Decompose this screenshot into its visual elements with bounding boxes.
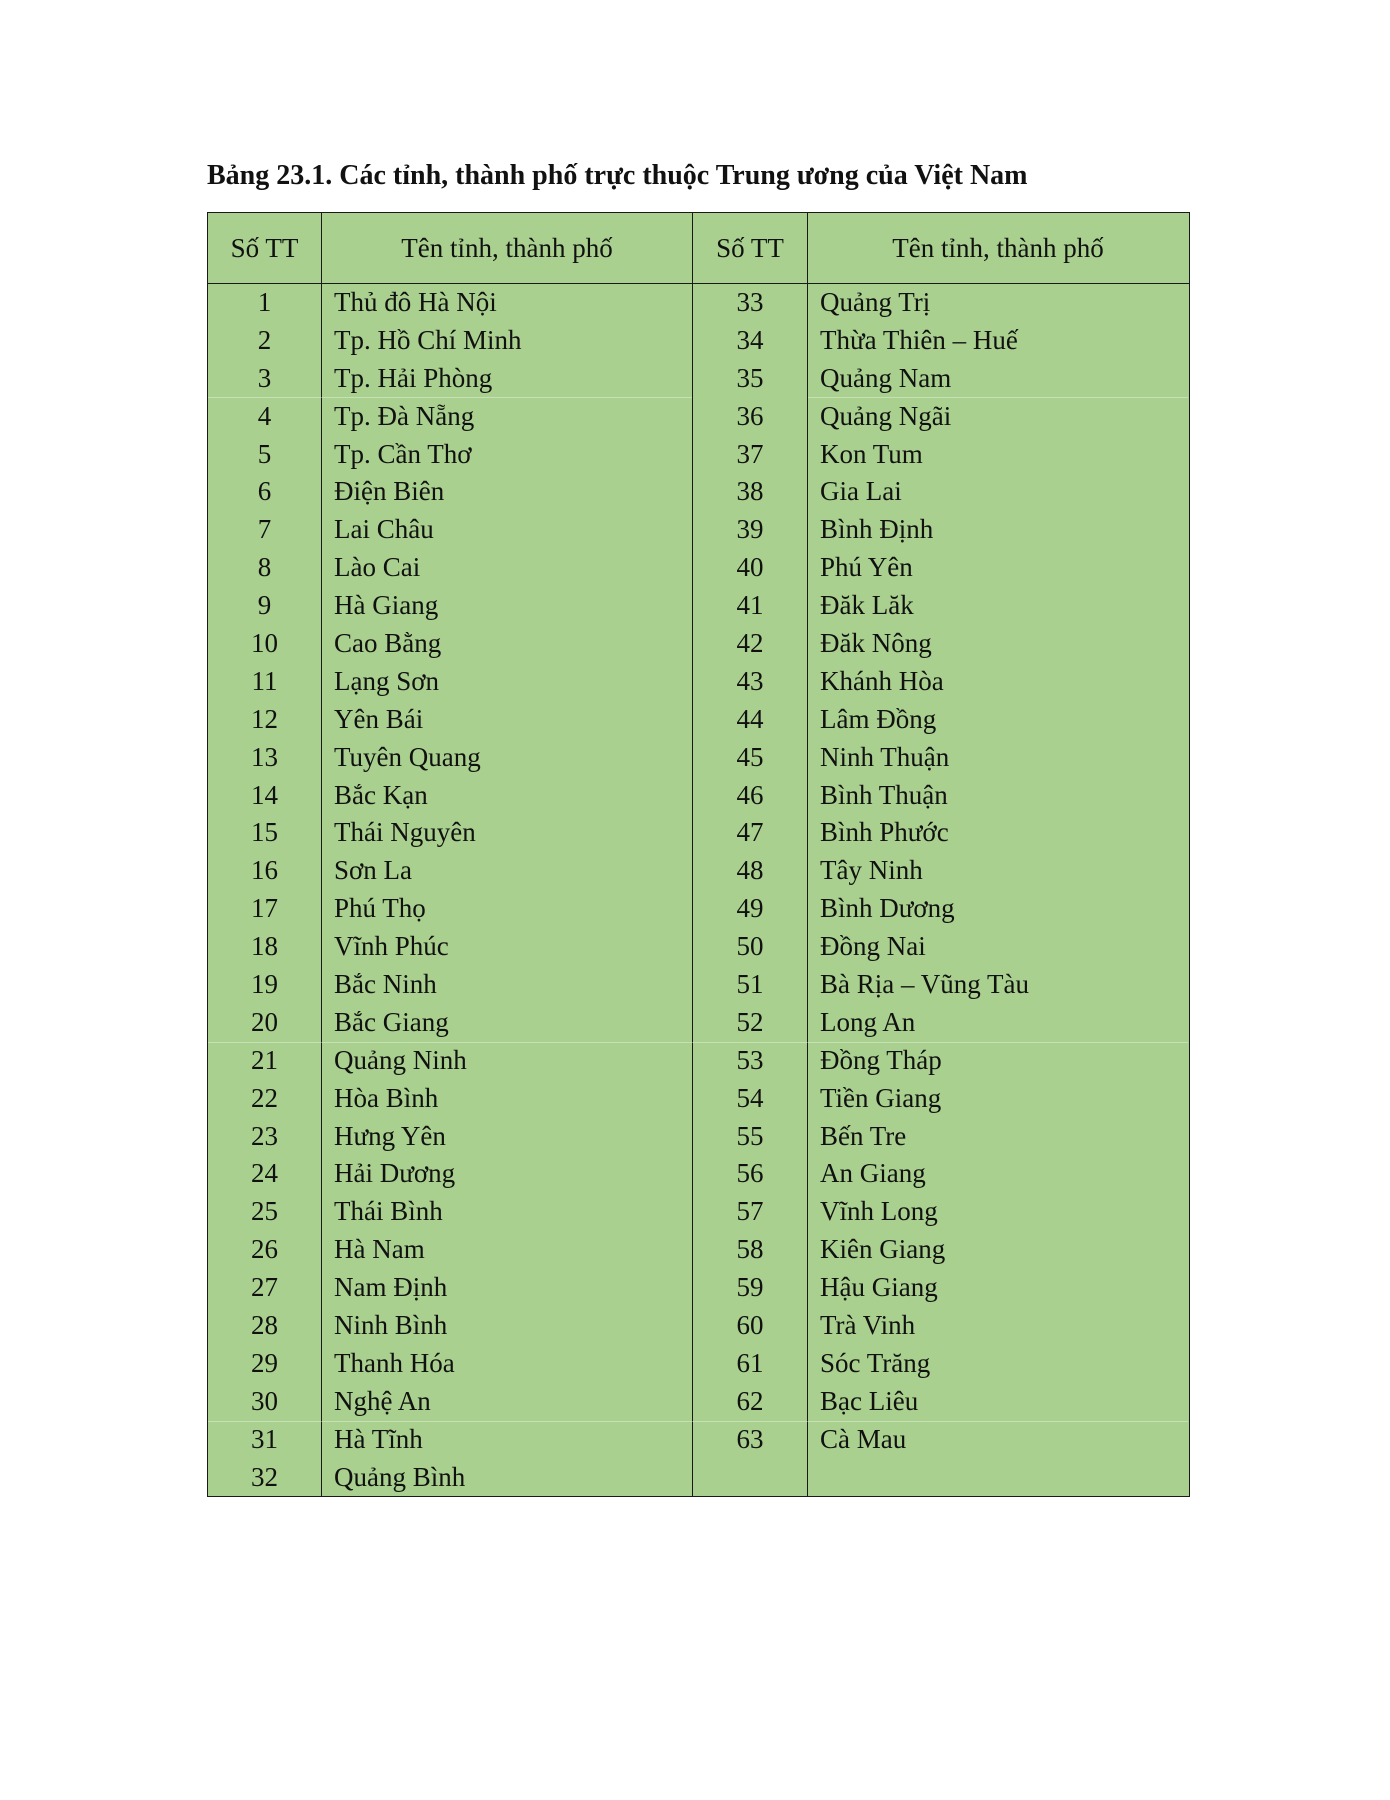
table-row-name: Thái Bình	[334, 1196, 443, 1227]
table-row-number: 21	[251, 1044, 278, 1075]
table-row-number: 19	[251, 969, 278, 1000]
table-row-name: Kiên Giang	[820, 1234, 946, 1265]
table-row-number: 11	[251, 665, 278, 696]
table-row-name: Bình Định	[820, 514, 934, 545]
header-name-left: Tên tỉnh, thành phố	[401, 232, 613, 263]
table-row-number: 32	[251, 1461, 278, 1492]
table-row-number: 49	[736, 893, 764, 924]
header-number-right: Số TT	[716, 232, 784, 263]
table-row-number: 41	[736, 590, 764, 621]
table-row-number: 18	[251, 931, 278, 962]
table-row-number: 30	[251, 1385, 278, 1416]
table-row-name: Cà Mau	[820, 1423, 907, 1454]
table-row-number: 25	[251, 1196, 278, 1227]
table-row-name: Bắc Ninh	[334, 969, 437, 1000]
table-row-name: Tiền Giang	[820, 1082, 942, 1113]
table-row-number: 42	[736, 628, 764, 659]
table-row-name: Gia Lai	[820, 476, 902, 507]
table-row-name: Bến Tre	[820, 1120, 907, 1151]
table-row-name: Thái Nguyên	[334, 817, 476, 848]
table-row-number: 28	[251, 1310, 278, 1341]
table-row-name: Trà Vinh	[820, 1310, 916, 1341]
table-row-number: 10	[251, 628, 278, 659]
table-row-number: 39	[736, 514, 764, 545]
table-row-name: Tây Ninh	[820, 855, 923, 886]
name-column-right	[808, 284, 1188, 1459]
table-row-name: Lâm Đồng	[820, 703, 937, 734]
table-body	[208, 284, 1189, 1496]
table-row-name: Đăk Nông	[820, 628, 932, 659]
name-column-left	[322, 284, 692, 1497]
number-column-left	[208, 284, 321, 1497]
table-row-name: Đồng Tháp	[820, 1044, 942, 1075]
header-name-right: Tên tỉnh, thành phố	[892, 232, 1104, 263]
table-row-number: 55	[736, 1120, 764, 1151]
table-row-number: 43	[736, 665, 764, 696]
table-row-number: 56	[736, 1158, 764, 1189]
table-row-number: 46	[736, 779, 764, 810]
table-row-name: Yên Bái	[334, 703, 424, 734]
table-row-name: Bắc Kạn	[334, 779, 428, 810]
table-row-number: 54	[736, 1082, 764, 1113]
table-row-name: Quảng Ninh	[334, 1044, 467, 1075]
table-row-name: Ninh Thuận	[820, 741, 950, 772]
table-row-name: Kon Tum	[820, 438, 923, 469]
table-row-number: 53	[736, 1044, 764, 1075]
table-row-name: Lào Cai	[334, 552, 421, 583]
table-row-name: Tp. Cần Thơ	[334, 438, 472, 469]
table-row-name: Hải Dương	[334, 1158, 456, 1189]
table-row-name: Bạc Liêu	[820, 1385, 919, 1416]
table-row-name: Hà Nam	[334, 1234, 425, 1265]
table-row-name: Lạng Sơn	[334, 665, 440, 696]
table-row-name: Tp. Đà Nẵng	[334, 400, 475, 431]
table-caption: Bảng 23.1. Các tỉnh, thành phố trực thuộc Trung ương của Việt Nam	[207, 160, 1028, 191]
table-row-number: 20	[251, 1006, 278, 1037]
table-row-name: Phú Thọ	[334, 893, 426, 924]
table-row-name: Tp. Hải Phòng	[334, 362, 493, 393]
table-row-name: Bà Rịa – Vũng Tàu	[820, 969, 1029, 1000]
table-row-number: 58	[736, 1234, 764, 1265]
table-row-name: Thủ đô Hà Nội	[334, 287, 497, 317]
table-row-number: 9	[257, 590, 272, 621]
table-row-name: Hà Giang	[334, 590, 439, 621]
table-row-name: Hòa Bình	[334, 1082, 439, 1113]
table-row-number: 35	[736, 362, 764, 393]
table-row-name: Sơn La	[334, 855, 413, 886]
table-row-name: Quảng Ngãi	[820, 400, 952, 431]
table-row-number: 16	[251, 855, 278, 886]
table-row-number: 60	[736, 1310, 764, 1341]
table-row-number: 51	[736, 969, 764, 1000]
table-row-number: 7	[257, 514, 272, 545]
table-row-number: 34	[736, 324, 764, 355]
table-row-name: Phú Yên	[820, 552, 913, 583]
table-row-name: Bình Thuận	[820, 779, 948, 810]
provinces-table	[207, 212, 1190, 1497]
table-row-number: 44	[736, 703, 764, 734]
table-row-name: Thanh Hóa	[334, 1347, 455, 1378]
table-row-number: 59	[736, 1272, 764, 1303]
table-row-name: Quảng Nam	[820, 362, 952, 393]
table-row-number: 37	[736, 438, 764, 469]
table-row-number: 13	[251, 741, 278, 772]
table-row-name: Khánh Hòa	[820, 665, 944, 696]
table-row-number: 15	[251, 817, 278, 848]
table-row-number: 52	[736, 1006, 764, 1037]
table-row-name: Nam Định	[334, 1272, 448, 1303]
number-column-right	[693, 284, 807, 1459]
table-row-name: Bình Dương	[820, 893, 955, 924]
table-row-name: Bình Phước	[820, 817, 949, 848]
table-row-name: Nghệ An	[334, 1385, 431, 1416]
table-row-number: 45	[736, 741, 764, 772]
table-row-name: Đăk Lăk	[820, 590, 914, 621]
table-row-name: Sóc Trăng	[820, 1347, 931, 1378]
table-row-number: 63	[736, 1423, 764, 1454]
table-row-name: Tuyên Quang	[334, 741, 481, 772]
table-row-name: Điện Biên	[334, 476, 445, 507]
table-row-name: Thừa Thiên – Huế	[820, 324, 1018, 355]
table-row-name: Vĩnh Phúc	[334, 931, 449, 962]
table-row-number: 24	[251, 1158, 278, 1189]
table-row-number: 62	[736, 1385, 764, 1416]
table-row-number: 38	[736, 476, 764, 507]
table-row-number: 23	[251, 1120, 278, 1151]
table-row-name: An Giang	[820, 1158, 926, 1189]
table-row-number: 4	[257, 400, 272, 431]
table-row-name: Tp. Hồ Chí Minh	[334, 324, 522, 355]
table-row-number: 2	[257, 324, 272, 355]
table-row-number: 3	[257, 362, 272, 393]
table-row-number: 50	[736, 931, 764, 962]
table-row-name: Long An	[820, 1006, 916, 1037]
table-row-number: 48	[736, 855, 764, 886]
table-row-number: 5	[257, 438, 272, 469]
table-row-number: 40	[736, 552, 764, 583]
table-row-number: 47	[736, 817, 764, 848]
table-row-number: 31	[251, 1423, 278, 1454]
table-row-number: 14	[251, 779, 278, 810]
table-row-number: 17	[251, 893, 278, 924]
table-row-number: 22	[251, 1082, 278, 1113]
table-row-number: 1	[257, 287, 272, 317]
table-row-number: 27	[251, 1272, 278, 1303]
table-row-number: 61	[736, 1347, 764, 1378]
header-number-left: Số TT	[230, 232, 299, 263]
table-row-name: Quảng Bình	[334, 1461, 466, 1492]
table-row-name: Hưng Yên	[334, 1120, 446, 1151]
table-row-name: Đồng Nai	[820, 931, 926, 962]
table-row-name: Lai Châu	[334, 514, 434, 545]
table-row-number: 26	[251, 1234, 278, 1265]
table-row-number: 29	[251, 1347, 278, 1378]
table-row-name: Ninh Bình	[334, 1310, 448, 1341]
table-row-number: 57	[736, 1196, 764, 1227]
table-row-name: Vĩnh Long	[820, 1196, 938, 1227]
table-row-number: 6	[257, 476, 272, 507]
table-row-number: 36	[736, 400, 764, 431]
table-row-name: Hậu Giang	[820, 1272, 938, 1303]
table-row-number: 8	[257, 552, 272, 583]
table-row-name: Hà Tĩnh	[334, 1423, 423, 1454]
table-row-name: Bắc Giang	[334, 1006, 449, 1037]
table-row-number: 12	[251, 703, 278, 734]
table-row-name: Cao Bằng	[334, 628, 442, 659]
table-row-name: Quảng Trị	[820, 287, 931, 317]
table-row-number: 33	[736, 287, 764, 317]
